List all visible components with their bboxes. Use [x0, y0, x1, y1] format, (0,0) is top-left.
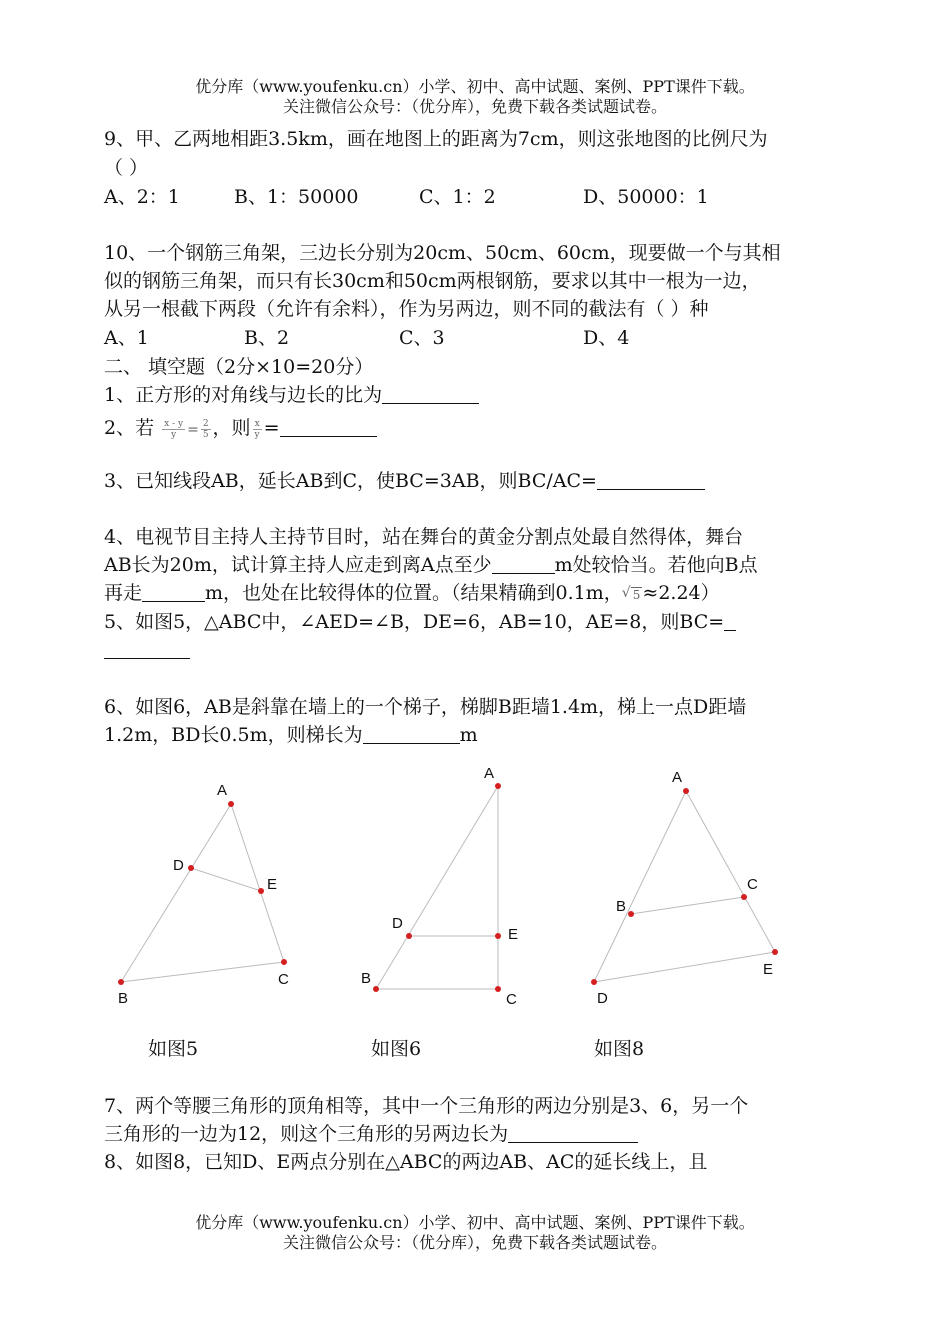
fig5-label-c: C: [278, 971, 289, 988]
frac1-num: x - y: [164, 418, 184, 429]
fig6-edge-ab: [376, 786, 498, 989]
fig5-point-d: [188, 865, 194, 871]
fig5-point-c: [281, 959, 287, 965]
q9-option-a: A、2：1: [104, 186, 180, 208]
fig8-label-d: D: [597, 990, 608, 1007]
q9-line-2: （ ）: [104, 157, 149, 179]
fig5-edge-bc: [121, 962, 284, 982]
fig5-edge-ab: [121, 804, 231, 982]
fig6-point-d: [406, 933, 412, 939]
q9-option-d: D、50000：1: [583, 186, 709, 208]
fig6-label-e: E: [508, 926, 519, 943]
frac2-den: 5: [202, 429, 209, 440]
fill-4-line-2b: m处较恰当。若他向B点: [554, 554, 758, 576]
q10-line-3: 从另一根截下两段（允许有余料），作为另两边，则不同的截法有（ ）种: [104, 298, 709, 320]
fig5-edge-de: [191, 868, 261, 891]
footer-line-1: 优分库（www.youfenku.cn）小学、初中、高中试题、案例、PPT课件下载。: [195, 1213, 755, 1232]
fig6-caption: 如图6: [371, 1038, 422, 1060]
fill-4-line-3a: 再走: [104, 582, 143, 604]
fill-6-line-2a: 1.2m，BD长0.5m，则梯长为: [104, 724, 363, 746]
fig8-label-e: E: [763, 961, 774, 978]
fig5-point-a: [228, 801, 234, 807]
fill-7-line-2: [104, 1121, 638, 1147]
fill-4-line-3b: m，也处在比较得体的位置。（结果精确到0.1m，: [205, 582, 623, 604]
fill-2-middle: ，则: [212, 417, 251, 439]
q10-option-a: A、1: [104, 327, 149, 349]
fill-5-text: 5、如图5，△ABC中，∠AED=∠B，DE=6，AB=10，AE=8，则BC=: [104, 611, 725, 633]
fig8-edge-bc: [631, 897, 744, 914]
header-line-2: 关注微信公众号：（优分库），免费下载各类试题试卷。: [282, 97, 667, 116]
q10-option-b: B、2: [244, 327, 290, 349]
fig6-label-d: D: [392, 915, 403, 932]
fig8-point-d: [591, 979, 597, 985]
section-2-title: 二、 填空题（2分×10=20分）: [104, 356, 374, 378]
footer-line-2: 关注微信公众号：（优分库），免费下载各类试题试卷。: [282, 1233, 667, 1252]
fig8-edge-ae: [686, 791, 775, 952]
fig5-caption: 如图5: [148, 1038, 199, 1060]
fig5-label-b: B: [118, 990, 129, 1007]
fill-7-line-2-text: 三角形的一边为12，则这个三角形的另两边长为: [104, 1123, 509, 1145]
fig5-label-e: E: [267, 876, 278, 893]
fill-4-line-1: 4、电视节目主持人主持节目时，站在舞台的黄金分割点处最自然得体，舞台: [104, 526, 744, 548]
fill-8-line-1: 8、如图8，已知D、E两点分别在△ABC的两边AB、AC的延长线上，且: [104, 1151, 708, 1173]
fill-6-line-1: 6、如图6，AB是斜靠在墙上的一个梯子，梯脚B距墙1.4m，梯上一点D距墙: [104, 696, 747, 718]
fig6-label-a: A: [484, 765, 495, 782]
frac3-num: x: [254, 418, 260, 429]
equals-sign: =: [187, 422, 199, 438]
fig8-edge-ad: [594, 791, 686, 982]
fill-1-text: 1、正方形的对角线与边长的比为: [104, 384, 383, 406]
fig5-label-a: A: [217, 782, 228, 799]
q10-line-2: 似的钢筋三角架，而只有长30cm和50cm两根钢筋，要求以其中一根为一边，: [104, 270, 761, 292]
fig5-label-d: D: [173, 857, 184, 874]
fill-3-text: 3、已知线段AB，延长AB到C，使BC=3AB，则BC/AC=: [104, 470, 597, 492]
fig6-label-c: C: [506, 991, 517, 1008]
frac1-den: y: [171, 429, 177, 440]
fig8-label-a: A: [672, 769, 683, 786]
fig6-point-c: [495, 986, 501, 992]
fig8-label-c: C: [747, 876, 758, 893]
frac3-den: y: [254, 429, 260, 440]
q9-line-1: 9、甲、乙两地相距3.5km，画在地图上的距离为7cm，则这张地图的比例尺为: [104, 128, 768, 150]
fig5-point-e: [258, 888, 264, 894]
fig8-point-c: [741, 894, 747, 900]
fig8-edge-de: [594, 952, 775, 982]
fig8-point-b: [628, 911, 634, 917]
q9-option-b: B、1：50000: [234, 186, 359, 208]
frac2-num: 2: [202, 418, 209, 429]
fig6-point-a: [495, 783, 501, 789]
fig5-point-b: [118, 979, 124, 985]
fig6-point-e: [495, 933, 501, 939]
fill-7-blank: [508, 1122, 638, 1143]
q10-option-d: D、4: [583, 327, 630, 349]
q9-option-c: C、1：2: [419, 186, 496, 208]
fig6-point-b: [373, 986, 379, 992]
fill-4-line-2a: AB长为20m，试计算主持人应走到离A点至少: [104, 554, 492, 576]
q10-line-1: 10、一个钢筋三角架，三边长分别为20cm、50cm、60cm，现要做一个与其相: [104, 242, 781, 264]
fill-2-suffix: =: [263, 417, 280, 439]
fig8-point-e: [772, 949, 778, 955]
points: [118, 783, 778, 992]
q10-option-c: C、3: [399, 327, 445, 349]
fig8-point-a: [683, 788, 689, 794]
fill-7-line-1: 7、两个等腰三角形的顶角相等，其中一个三角形的两边分别是3、6，另一个: [104, 1095, 749, 1117]
figure-6: [376, 786, 498, 989]
fill-2-prefix: 2、若: [104, 417, 155, 439]
fig6-label-b: B: [361, 970, 372, 987]
fill-4-line-3c: ≈2.24）: [642, 582, 720, 604]
sqrt-5: √ 5: [631, 587, 643, 602]
fig8-label-b: B: [616, 898, 627, 915]
fig8-caption: 如图8: [594, 1038, 645, 1060]
header-line-1: 优分库（www.youfenku.cn）小学、初中、高中试题、案例、PPT课件下载。: [195, 77, 755, 96]
fill-6-line-2b: m: [459, 724, 478, 746]
